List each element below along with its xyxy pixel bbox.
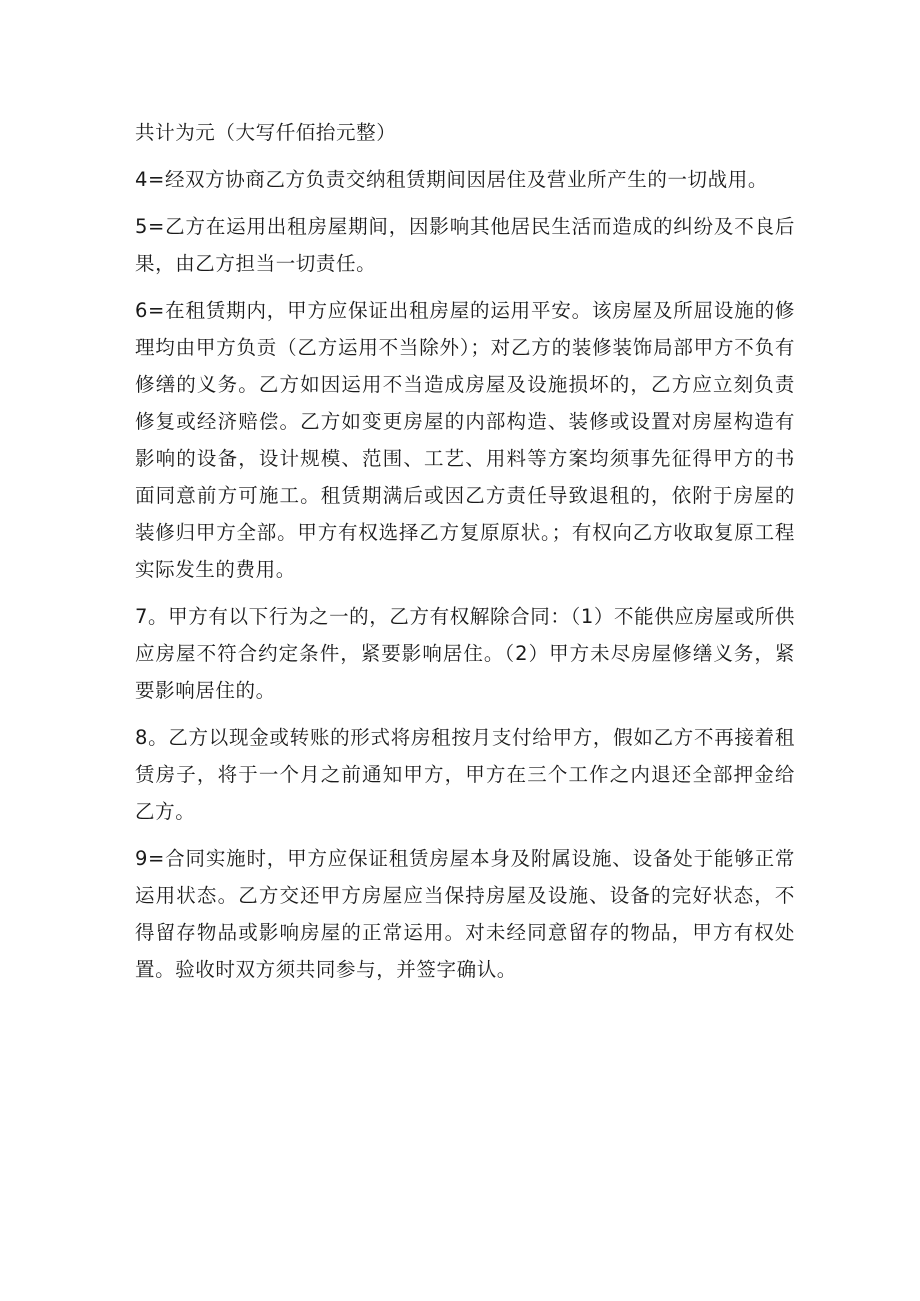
clause-5: 5=乙方在运用出租房屋期间，因影响其他居民生活而造成的纠纷及不良后果，由乙方担当一切责任。	[135, 215, 795, 275]
paragraph-total-amount: 共计为元（大写仟佰抬元整）	[135, 121, 397, 144]
clause-8: 8。乙方以现金或转账的形式将房租按月支付给甲方，假如乙方不再接着租赁房子，将于一个月之前通知甲方，甲方在三个工作之内退还全部押金给乙方。	[135, 726, 795, 823]
clause-6: 6=在租赁期内，甲方应保证出租房屋的运用平安。该房屋及所屈设施的修理均由甲方负贡（乙方运用不当除外）；对乙方的装修装饰局部甲方不负有修缮的义务。乙方如因运用不当造成房屋及设施损坏的，乙方应立刻负责修复或经济赔偿。乙方如变更房屋的内部构造、装修或设置对房屋构造有影响的设备，设计规模、范围、工艺、用料等方案均须事先征得甲方的书面同意前方可施工。租赁期满后或因乙方责任导致退租的，依附于房屋的装修归甲方全部。甲方有权选择乙方复原原状。；有权向乙方收取复原工程实际发生的费用。	[135, 299, 795, 581]
contract-body	[135, 114, 795, 998]
clause-7: 7。甲方有以下行为之一的，乙方有权解除合同：（1）不能供应房屋或所供应房屋不符合约定条件，紧要影响居住。（2）甲方未尽房屋修缮义务，紧要影响居住的。	[135, 605, 795, 702]
clause-4: 4=经双方协商乙方负责交纳租赁期间因居住及营业所产生的一切战用。	[135, 168, 768, 191]
clause-9: 9=合同实施时，甲方应保证租赁房屋本身及附属设施、设备处于能够正常运用状态。乙方交还甲方房屋应当保持房屋及设施、设备的完好状态，不得留存物品或影响房屋的正常运用。对未经同意留存的物品，甲方有权处置。验收时双方须共同参与，并签字确认。	[135, 847, 795, 981]
